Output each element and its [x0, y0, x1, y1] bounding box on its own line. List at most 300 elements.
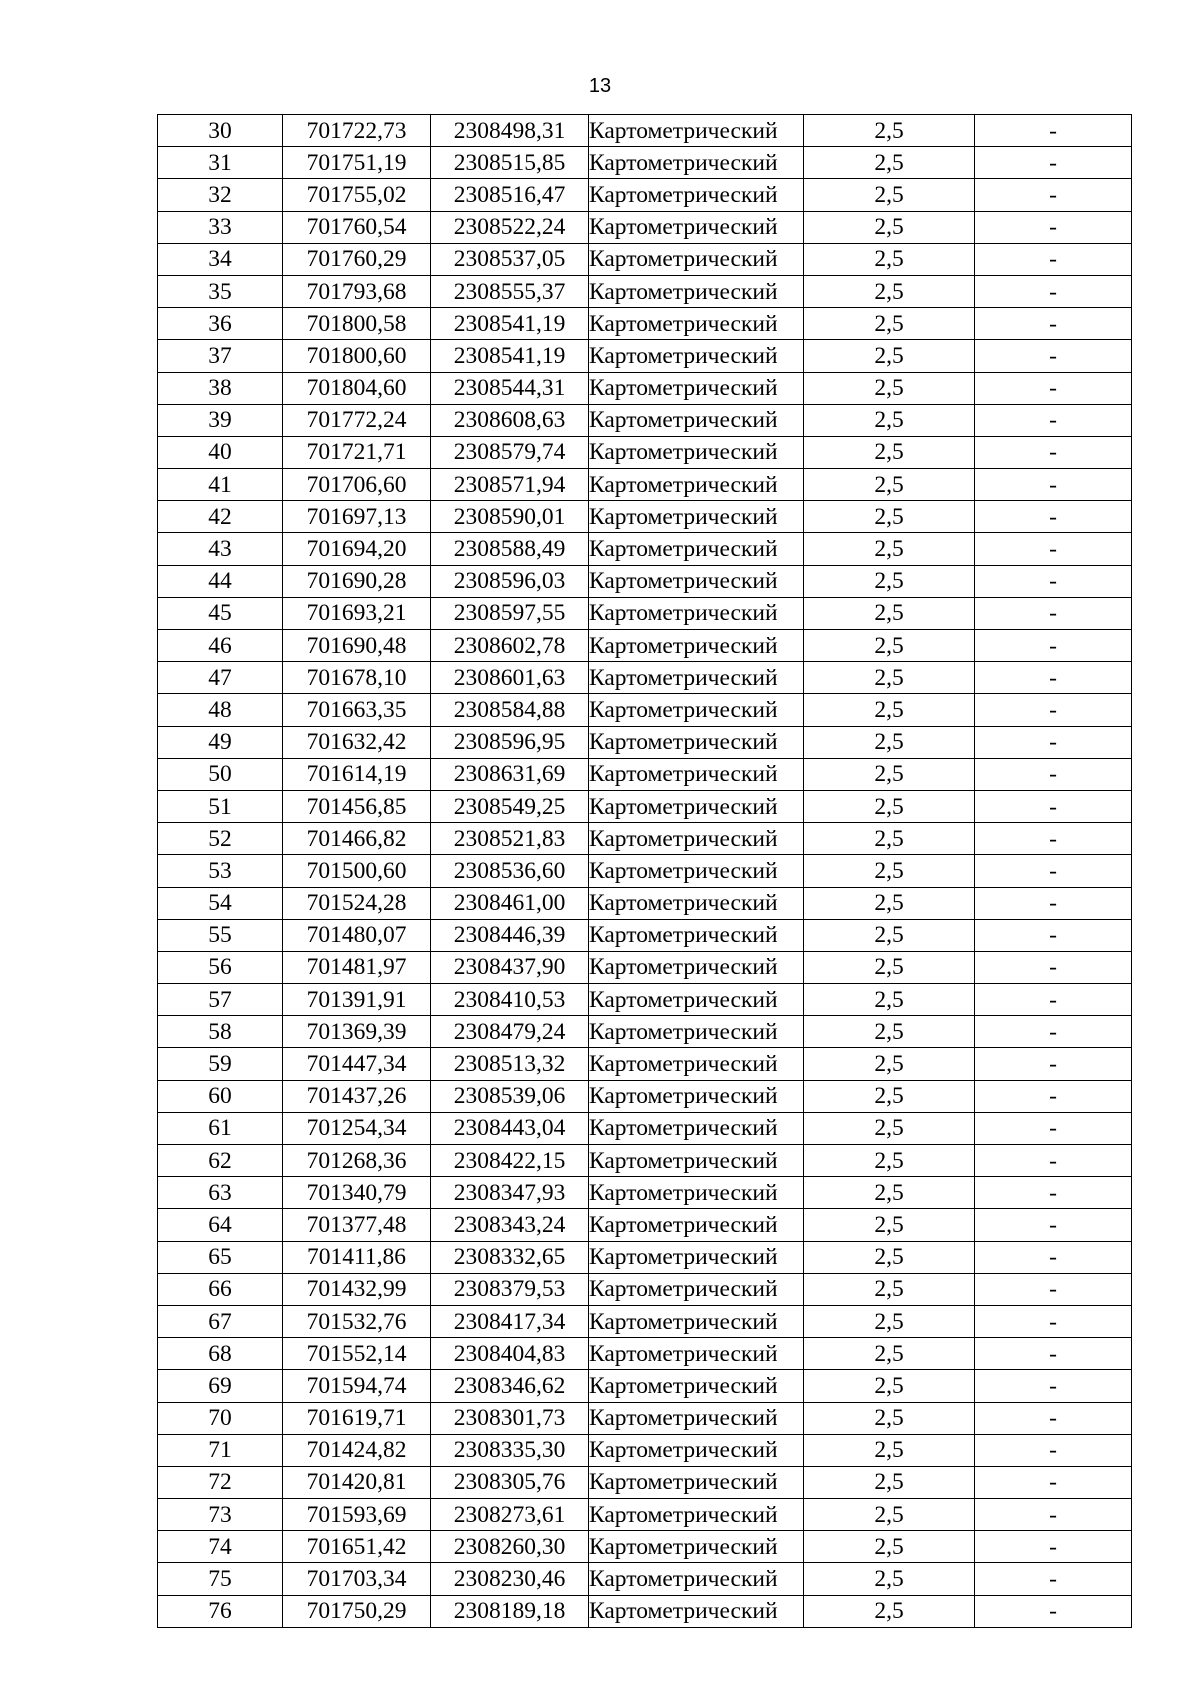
note-cell: - — [975, 372, 1132, 404]
note-cell: - — [975, 919, 1132, 951]
table-row — [158, 1305, 1132, 1337]
method-cell: Картометрический — [589, 630, 804, 662]
table-row — [158, 1531, 1132, 1563]
note-cell: - — [975, 758, 1132, 790]
point-number-cell: 42 — [158, 501, 283, 533]
x-coordinate-cell: 701432,99 — [283, 1273, 431, 1305]
point-number-cell: 61 — [158, 1112, 283, 1144]
note-cell: - — [975, 211, 1132, 243]
x-coordinate-cell: 701480,07 — [283, 919, 431, 951]
accuracy-cell: 2,5 — [804, 1531, 975, 1563]
table-row — [158, 404, 1132, 436]
accuracy-cell: 2,5 — [804, 1370, 975, 1402]
table-row — [158, 1402, 1132, 1434]
table-row — [158, 115, 1132, 147]
accuracy-cell: 2,5 — [804, 1209, 975, 1241]
note-cell: - — [975, 1177, 1132, 1209]
x-coordinate-cell: 701500,60 — [283, 855, 431, 887]
point-number-cell: 43 — [158, 533, 283, 565]
note-cell: - — [975, 469, 1132, 501]
point-number-cell: 57 — [158, 984, 283, 1016]
method-cell: Картометрический — [589, 790, 804, 822]
point-number-cell: 54 — [158, 887, 283, 919]
x-coordinate-cell: 701593,69 — [283, 1499, 431, 1531]
note-cell: - — [975, 308, 1132, 340]
x-coordinate-cell: 701693,21 — [283, 597, 431, 629]
table-row — [158, 1595, 1132, 1627]
y-coordinate-cell: 2308443,04 — [431, 1112, 589, 1144]
y-coordinate-cell: 2308537,05 — [431, 243, 589, 275]
y-coordinate-cell: 2308549,25 — [431, 790, 589, 822]
x-coordinate-cell: 701804,60 — [283, 372, 431, 404]
y-coordinate-cell: 2308260,30 — [431, 1531, 589, 1563]
accuracy-cell: 2,5 — [804, 823, 975, 855]
note-cell: - — [975, 1016, 1132, 1048]
point-number-cell: 46 — [158, 630, 283, 662]
x-coordinate-cell: 701690,48 — [283, 630, 431, 662]
point-number-cell: 52 — [158, 823, 283, 855]
x-coordinate-cell: 701411,86 — [283, 1241, 431, 1273]
note-cell: - — [975, 1499, 1132, 1531]
accuracy-cell: 2,5 — [804, 308, 975, 340]
table-row — [158, 726, 1132, 758]
method-cell: Картометрический — [589, 984, 804, 1016]
y-coordinate-cell: 2308498,31 — [431, 115, 589, 147]
y-coordinate-cell: 2308515,85 — [431, 147, 589, 179]
y-coordinate-cell: 2308555,37 — [431, 275, 589, 307]
table-row — [158, 1016, 1132, 1048]
accuracy-cell: 2,5 — [804, 951, 975, 983]
y-coordinate-cell: 2308588,49 — [431, 533, 589, 565]
method-cell: Картометрический — [589, 469, 804, 501]
table-row — [158, 823, 1132, 855]
method-cell: Картометрический — [589, 1080, 804, 1112]
y-coordinate-cell: 2308410,53 — [431, 984, 589, 1016]
note-cell: - — [975, 243, 1132, 275]
y-coordinate-cell: 2308273,61 — [431, 1499, 589, 1531]
accuracy-cell: 2,5 — [804, 211, 975, 243]
accuracy-cell: 2,5 — [804, 694, 975, 726]
note-cell: - — [975, 147, 1132, 179]
coordinates-table — [157, 114, 1132, 1628]
accuracy-cell: 2,5 — [804, 533, 975, 565]
method-cell: Картометрический — [589, 1499, 804, 1531]
y-coordinate-cell: 2308597,55 — [431, 597, 589, 629]
x-coordinate-cell: 701678,10 — [283, 662, 431, 694]
y-coordinate-cell: 2308343,24 — [431, 1209, 589, 1241]
point-number-cell: 55 — [158, 919, 283, 951]
method-cell: Картометрический — [589, 179, 804, 211]
accuracy-cell: 2,5 — [804, 662, 975, 694]
point-number-cell: 33 — [158, 211, 283, 243]
method-cell: Картометрический — [589, 1370, 804, 1402]
table-row — [158, 275, 1132, 307]
point-number-cell: 32 — [158, 179, 283, 211]
x-coordinate-cell: 701594,74 — [283, 1370, 431, 1402]
x-coordinate-cell: 701481,97 — [283, 951, 431, 983]
table-row — [158, 1466, 1132, 1498]
accuracy-cell: 2,5 — [804, 1273, 975, 1305]
table-row — [158, 533, 1132, 565]
note-cell: - — [975, 1048, 1132, 1080]
point-number-cell: 51 — [158, 790, 283, 822]
coordinates-table-body — [158, 115, 1132, 1628]
x-coordinate-cell: 701369,39 — [283, 1016, 431, 1048]
y-coordinate-cell: 2308571,94 — [431, 469, 589, 501]
method-cell: Картометрический — [589, 1048, 804, 1080]
y-coordinate-cell: 2308544,31 — [431, 372, 589, 404]
y-coordinate-cell: 2308446,39 — [431, 919, 589, 951]
x-coordinate-cell: 701703,34 — [283, 1563, 431, 1595]
note-cell: - — [975, 1273, 1132, 1305]
x-coordinate-cell: 701632,42 — [283, 726, 431, 758]
accuracy-cell: 2,5 — [804, 790, 975, 822]
note-cell: - — [975, 1209, 1132, 1241]
x-coordinate-cell: 701651,42 — [283, 1531, 431, 1563]
point-number-cell: 73 — [158, 1499, 283, 1531]
x-coordinate-cell: 701340,79 — [283, 1177, 431, 1209]
point-number-cell: 30 — [158, 115, 283, 147]
point-number-cell: 39 — [158, 404, 283, 436]
method-cell: Картометрический — [589, 501, 804, 533]
point-number-cell: 41 — [158, 469, 283, 501]
accuracy-cell: 2,5 — [804, 1177, 975, 1209]
point-number-cell: 65 — [158, 1241, 283, 1273]
note-cell: - — [975, 694, 1132, 726]
accuracy-cell: 2,5 — [804, 758, 975, 790]
note-cell: - — [975, 823, 1132, 855]
point-number-cell: 56 — [158, 951, 283, 983]
point-number-cell: 35 — [158, 275, 283, 307]
method-cell: Картометрический — [589, 1402, 804, 1434]
x-coordinate-cell: 701466,82 — [283, 823, 431, 855]
y-coordinate-cell: 2308335,30 — [431, 1434, 589, 1466]
method-cell: Картометрический — [589, 533, 804, 565]
method-cell: Картометрический — [589, 1531, 804, 1563]
note-cell: - — [975, 565, 1132, 597]
method-cell: Картометрический — [589, 1241, 804, 1273]
accuracy-cell: 2,5 — [804, 436, 975, 468]
accuracy-cell: 2,5 — [804, 1241, 975, 1273]
method-cell: Картометрический — [589, 565, 804, 597]
y-coordinate-cell: 2308332,65 — [431, 1241, 589, 1273]
x-coordinate-cell: 701760,54 — [283, 211, 431, 243]
method-cell: Картометрический — [589, 919, 804, 951]
x-coordinate-cell: 701694,20 — [283, 533, 431, 565]
accuracy-cell: 2,5 — [804, 1499, 975, 1531]
page-number: 13 — [588, 75, 612, 97]
x-coordinate-cell: 701614,19 — [283, 758, 431, 790]
note-cell: - — [975, 726, 1132, 758]
x-coordinate-cell: 701552,14 — [283, 1338, 431, 1370]
y-coordinate-cell: 2308347,93 — [431, 1177, 589, 1209]
table-row — [158, 1563, 1132, 1595]
y-coordinate-cell: 2308541,19 — [431, 340, 589, 372]
note-cell: - — [975, 1370, 1132, 1402]
table-row — [158, 147, 1132, 179]
accuracy-cell: 2,5 — [804, 887, 975, 919]
method-cell: Картометрический — [589, 372, 804, 404]
method-cell: Картометрический — [589, 1434, 804, 1466]
x-coordinate-cell: 701800,60 — [283, 340, 431, 372]
table-row — [158, 1112, 1132, 1144]
method-cell: Картометрический — [589, 694, 804, 726]
table-row — [158, 951, 1132, 983]
table-row — [158, 372, 1132, 404]
y-coordinate-cell: 2308461,00 — [431, 887, 589, 919]
accuracy-cell: 2,5 — [804, 726, 975, 758]
method-cell: Картометрический — [589, 436, 804, 468]
accuracy-cell: 2,5 — [804, 469, 975, 501]
method-cell: Картометрический — [589, 1563, 804, 1595]
y-coordinate-cell: 2308602,78 — [431, 630, 589, 662]
y-coordinate-cell: 2308189,18 — [431, 1595, 589, 1627]
method-cell: Картометрический — [589, 1466, 804, 1498]
method-cell: Картометрический — [589, 211, 804, 243]
table-row — [158, 1499, 1132, 1531]
table-row — [158, 1177, 1132, 1209]
y-coordinate-cell: 2308536,60 — [431, 855, 589, 887]
x-coordinate-cell: 701391,91 — [283, 984, 431, 1016]
y-coordinate-cell: 2308404,83 — [431, 1338, 589, 1370]
note-cell: - — [975, 1531, 1132, 1563]
accuracy-cell: 2,5 — [804, 275, 975, 307]
method-cell: Картометрический — [589, 1177, 804, 1209]
method-cell: Картометрический — [589, 726, 804, 758]
method-cell: Картометрический — [589, 758, 804, 790]
y-coordinate-cell: 2308230,46 — [431, 1563, 589, 1595]
y-coordinate-cell: 2308422,15 — [431, 1145, 589, 1177]
y-coordinate-cell: 2308631,69 — [431, 758, 589, 790]
table-row — [158, 662, 1132, 694]
note-cell: - — [975, 662, 1132, 694]
x-coordinate-cell: 701437,26 — [283, 1080, 431, 1112]
method-cell: Картометрический — [589, 115, 804, 147]
point-number-cell: 63 — [158, 1177, 283, 1209]
note-cell: - — [975, 1434, 1132, 1466]
y-coordinate-cell: 2308301,73 — [431, 1402, 589, 1434]
x-coordinate-cell: 701793,68 — [283, 275, 431, 307]
method-cell: Картометрический — [589, 597, 804, 629]
x-coordinate-cell: 701532,76 — [283, 1305, 431, 1337]
accuracy-cell: 2,5 — [804, 1402, 975, 1434]
accuracy-cell: 2,5 — [804, 1338, 975, 1370]
table-row — [158, 1145, 1132, 1177]
y-coordinate-cell: 2308539,06 — [431, 1080, 589, 1112]
note-cell: - — [975, 501, 1132, 533]
accuracy-cell: 2,5 — [804, 372, 975, 404]
note-cell: - — [975, 1080, 1132, 1112]
accuracy-cell: 2,5 — [804, 179, 975, 211]
y-coordinate-cell: 2308479,24 — [431, 1016, 589, 1048]
y-coordinate-cell: 2308346,62 — [431, 1370, 589, 1402]
x-coordinate-cell: 701268,36 — [283, 1145, 431, 1177]
point-number-cell: 71 — [158, 1434, 283, 1466]
x-coordinate-cell: 701800,58 — [283, 308, 431, 340]
x-coordinate-cell: 701706,60 — [283, 469, 431, 501]
table-row — [158, 597, 1132, 629]
x-coordinate-cell: 701690,28 — [283, 565, 431, 597]
method-cell: Картометрический — [589, 308, 804, 340]
accuracy-cell: 2,5 — [804, 340, 975, 372]
y-coordinate-cell: 2308516,47 — [431, 179, 589, 211]
note-cell: - — [975, 1402, 1132, 1434]
table-row — [158, 1241, 1132, 1273]
point-number-cell: 69 — [158, 1370, 283, 1402]
note-cell: - — [975, 533, 1132, 565]
point-number-cell: 74 — [158, 1531, 283, 1563]
method-cell: Картометрический — [589, 243, 804, 275]
note-cell: - — [975, 115, 1132, 147]
point-number-cell: 64 — [158, 1209, 283, 1241]
y-coordinate-cell: 2308596,03 — [431, 565, 589, 597]
accuracy-cell: 2,5 — [804, 1016, 975, 1048]
y-coordinate-cell: 2308521,83 — [431, 823, 589, 855]
table-row — [158, 758, 1132, 790]
note-cell: - — [975, 984, 1132, 1016]
y-coordinate-cell: 2308590,01 — [431, 501, 589, 533]
note-cell: - — [975, 1145, 1132, 1177]
table-row — [158, 1370, 1132, 1402]
table-row — [158, 308, 1132, 340]
x-coordinate-cell: 701424,82 — [283, 1434, 431, 1466]
method-cell: Картометрический — [589, 823, 804, 855]
x-coordinate-cell: 701722,73 — [283, 115, 431, 147]
y-coordinate-cell: 2308608,63 — [431, 404, 589, 436]
note-cell: - — [975, 597, 1132, 629]
point-number-cell: 53 — [158, 855, 283, 887]
table-row — [158, 630, 1132, 662]
note-cell: - — [975, 275, 1132, 307]
x-coordinate-cell: 701420,81 — [283, 1466, 431, 1498]
y-coordinate-cell: 2308596,95 — [431, 726, 589, 758]
method-cell: Картометрический — [589, 662, 804, 694]
accuracy-cell: 2,5 — [804, 1466, 975, 1498]
y-coordinate-cell: 2308541,19 — [431, 308, 589, 340]
point-number-cell: 66 — [158, 1273, 283, 1305]
accuracy-cell: 2,5 — [804, 855, 975, 887]
accuracy-cell: 2,5 — [804, 1048, 975, 1080]
accuracy-cell: 2,5 — [804, 1145, 975, 1177]
point-number-cell: 50 — [158, 758, 283, 790]
method-cell: Картометрический — [589, 1112, 804, 1144]
accuracy-cell: 2,5 — [804, 919, 975, 951]
x-coordinate-cell: 701697,13 — [283, 501, 431, 533]
x-coordinate-cell: 701755,02 — [283, 179, 431, 211]
point-number-cell: 72 — [158, 1466, 283, 1498]
note-cell: - — [975, 1563, 1132, 1595]
point-number-cell: 40 — [158, 436, 283, 468]
table-row — [158, 887, 1132, 919]
y-coordinate-cell: 2308379,53 — [431, 1273, 589, 1305]
method-cell: Картометрический — [589, 147, 804, 179]
note-cell: - — [975, 855, 1132, 887]
table-row — [158, 1273, 1132, 1305]
method-cell: Картометрический — [589, 1595, 804, 1627]
point-number-cell: 37 — [158, 340, 283, 372]
point-number-cell: 47 — [158, 662, 283, 694]
x-coordinate-cell: 701772,24 — [283, 404, 431, 436]
accuracy-cell: 2,5 — [804, 404, 975, 436]
point-number-cell: 68 — [158, 1338, 283, 1370]
note-cell: - — [975, 1338, 1132, 1370]
note-cell: - — [975, 179, 1132, 211]
x-coordinate-cell: 701619,71 — [283, 1402, 431, 1434]
method-cell: Картометрический — [589, 951, 804, 983]
x-coordinate-cell: 701750,29 — [283, 1595, 431, 1627]
table-row — [158, 1080, 1132, 1112]
method-cell: Картометрический — [589, 340, 804, 372]
x-coordinate-cell: 701377,48 — [283, 1209, 431, 1241]
note-cell: - — [975, 436, 1132, 468]
table-row — [158, 565, 1132, 597]
point-number-cell: 44 — [158, 565, 283, 597]
table-row — [158, 1048, 1132, 1080]
accuracy-cell: 2,5 — [804, 1595, 975, 1627]
method-cell: Картометрический — [589, 1016, 804, 1048]
accuracy-cell: 2,5 — [804, 243, 975, 275]
method-cell: Картометрический — [589, 887, 804, 919]
table-row — [158, 694, 1132, 726]
note-cell: - — [975, 1466, 1132, 1498]
method-cell: Картометрический — [589, 1338, 804, 1370]
y-coordinate-cell: 2308601,63 — [431, 662, 589, 694]
method-cell: Картометрический — [589, 1145, 804, 1177]
note-cell: - — [975, 1305, 1132, 1337]
note-cell: - — [975, 790, 1132, 822]
x-coordinate-cell: 701721,71 — [283, 436, 431, 468]
accuracy-cell: 2,5 — [804, 1305, 975, 1337]
point-number-cell: 62 — [158, 1145, 283, 1177]
point-number-cell: 59 — [158, 1048, 283, 1080]
point-number-cell: 60 — [158, 1080, 283, 1112]
note-cell: - — [975, 340, 1132, 372]
accuracy-cell: 2,5 — [804, 565, 975, 597]
note-cell: - — [975, 1112, 1132, 1144]
y-coordinate-cell: 2308579,74 — [431, 436, 589, 468]
y-coordinate-cell: 2308437,90 — [431, 951, 589, 983]
point-number-cell: 34 — [158, 243, 283, 275]
point-number-cell: 70 — [158, 1402, 283, 1434]
accuracy-cell: 2,5 — [804, 147, 975, 179]
point-number-cell: 49 — [158, 726, 283, 758]
table-row — [158, 984, 1132, 1016]
table-row — [158, 340, 1132, 372]
accuracy-cell: 2,5 — [804, 984, 975, 1016]
point-number-cell: 58 — [158, 1016, 283, 1048]
table-row — [158, 469, 1132, 501]
method-cell: Картометрический — [589, 855, 804, 887]
x-coordinate-cell: 701663,35 — [283, 694, 431, 726]
table-row — [158, 179, 1132, 211]
point-number-cell: 45 — [158, 597, 283, 629]
note-cell: - — [975, 887, 1132, 919]
y-coordinate-cell: 2308522,24 — [431, 211, 589, 243]
note-cell: - — [975, 1595, 1132, 1627]
table-row — [158, 243, 1132, 275]
table-row — [158, 1209, 1132, 1241]
method-cell: Картометрический — [589, 275, 804, 307]
method-cell: Картометрический — [589, 404, 804, 436]
point-number-cell: 76 — [158, 1595, 283, 1627]
note-cell: - — [975, 1241, 1132, 1273]
note-cell: - — [975, 404, 1132, 436]
y-coordinate-cell: 2308584,88 — [431, 694, 589, 726]
accuracy-cell: 2,5 — [804, 1112, 975, 1144]
method-cell: Картометрический — [589, 1273, 804, 1305]
table-row — [158, 436, 1132, 468]
point-number-cell: 36 — [158, 308, 283, 340]
